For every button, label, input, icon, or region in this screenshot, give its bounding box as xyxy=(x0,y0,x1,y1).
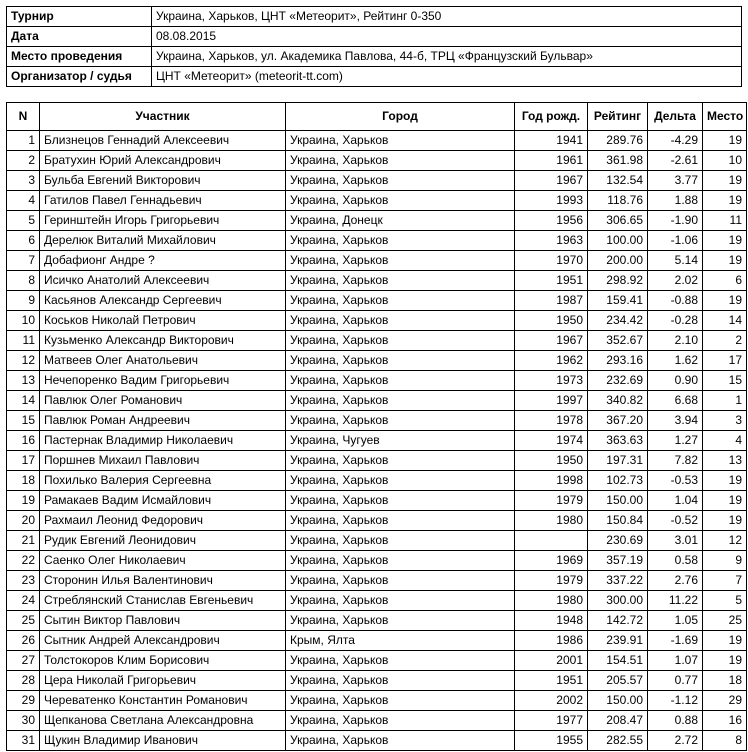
cell-rating: 142.72 xyxy=(588,611,648,631)
cell-delta: -1.06 xyxy=(648,231,703,251)
cell-city: Украина, Харьков xyxy=(286,531,515,551)
cell-rating: 100.00 xyxy=(588,231,648,251)
cell-participant: Поршнев Михаил Павлович xyxy=(40,451,286,471)
table-row xyxy=(7,371,747,391)
cell-rating: 367.20 xyxy=(588,411,648,431)
cell-birth-year: 1974 xyxy=(515,431,588,451)
cell-participant: Сторонин Илья Валентинович xyxy=(40,571,286,591)
cell-delta: 0.88 xyxy=(648,711,703,731)
cell-delta: 2.76 xyxy=(648,571,703,591)
cell-birth-year: 1978 xyxy=(515,411,588,431)
cell-place: 19 xyxy=(703,251,747,271)
cell-participant: Толстокоров Клим Борисович xyxy=(40,651,286,671)
cell-city: Украина, Харьков xyxy=(286,511,515,531)
cell-city: Украина, Харьков xyxy=(286,191,515,211)
column-header-participant: Участник xyxy=(40,103,286,131)
cell-delta: -2.61 xyxy=(648,151,703,171)
cell-delta: -1.69 xyxy=(648,631,703,651)
cell-delta: 3.77 xyxy=(648,171,703,191)
cell-number: 8 xyxy=(7,271,40,291)
cell-rating: 150.84 xyxy=(588,511,648,531)
table-row xyxy=(7,571,747,591)
cell-participant: Пастернак Владимир Николаевич xyxy=(40,431,286,451)
cell-birth-year: 1980 xyxy=(515,591,588,611)
cell-place: 2 xyxy=(703,331,747,351)
cell-city: Украина, Харьков xyxy=(286,571,515,591)
cell-birth-year: 1969 xyxy=(515,551,588,571)
table-row xyxy=(7,611,747,631)
cell-participant: Геринштейн Игорь Григорьевич xyxy=(40,211,286,231)
cell-birth-year: 1970 xyxy=(515,251,588,271)
cell-participant: Добафионг Андре ? xyxy=(40,251,286,271)
table-row xyxy=(7,391,747,411)
cell-city: Украина, Харьков xyxy=(286,171,515,191)
table-row xyxy=(7,311,747,331)
cell-birth-year: 1963 xyxy=(515,231,588,251)
cell-place: 19 xyxy=(703,131,747,151)
info-label: Место проведения xyxy=(7,47,152,67)
cell-participant: Бульба Евгений Викторович xyxy=(40,171,286,191)
cell-place: 4 xyxy=(703,431,747,451)
cell-rating: 230.69 xyxy=(588,531,648,551)
cell-number: 4 xyxy=(7,191,40,211)
cell-birth-year: 1979 xyxy=(515,571,588,591)
cell-number: 7 xyxy=(7,251,40,271)
cell-birth-year: 1998 xyxy=(515,471,588,491)
cell-rating: 337.22 xyxy=(588,571,648,591)
results-header-row xyxy=(7,103,747,131)
cell-birth-year: 2001 xyxy=(515,651,588,671)
cell-participant: Цера Николай Григорьевич xyxy=(40,671,286,691)
table-row xyxy=(7,251,747,271)
cell-birth-year: 1950 xyxy=(515,311,588,331)
cell-rating: 159.41 xyxy=(588,291,648,311)
cell-place: 19 xyxy=(703,631,747,651)
cell-place: 18 xyxy=(703,671,747,691)
cell-delta: -0.28 xyxy=(648,311,703,331)
cell-city: Украина, Харьков xyxy=(286,331,515,351)
cell-delta: 1.07 xyxy=(648,651,703,671)
info-row-tournament xyxy=(7,7,742,27)
cell-place: 19 xyxy=(703,471,747,491)
cell-participant: Стреблянский Станислав Евгеньевич xyxy=(40,591,286,611)
cell-delta: 5.14 xyxy=(648,251,703,271)
cell-city: Украина, Донецк xyxy=(286,211,515,231)
table-row xyxy=(7,711,747,731)
cell-rating: 357.19 xyxy=(588,551,648,571)
cell-place: 19 xyxy=(703,511,747,531)
cell-place: 12 xyxy=(703,531,747,551)
cell-delta: -0.52 xyxy=(648,511,703,531)
cell-place: 14 xyxy=(703,311,747,331)
cell-rating: 150.00 xyxy=(588,691,648,711)
info-row-date xyxy=(7,27,742,47)
cell-participant: Касьянов Александр Сергеевич xyxy=(40,291,286,311)
info-row-organizer xyxy=(7,67,742,87)
cell-rating: 340.82 xyxy=(588,391,648,411)
results-table xyxy=(6,102,747,751)
table-row xyxy=(7,151,747,171)
cell-number: 17 xyxy=(7,451,40,471)
cell-delta: 7.82 xyxy=(648,451,703,471)
table-row xyxy=(7,171,747,191)
cell-participant: Рамакаев Вадим Исмайлович xyxy=(40,491,286,511)
cell-number: 15 xyxy=(7,411,40,431)
cell-city: Украина, Харьков xyxy=(286,131,515,151)
cell-place: 19 xyxy=(703,651,747,671)
cell-delta: -4.29 xyxy=(648,131,703,151)
cell-birth-year: 1967 xyxy=(515,331,588,351)
cell-participant: Павлюк Роман Андреевич xyxy=(40,411,286,431)
cell-rating: 154.51 xyxy=(588,651,648,671)
cell-delta: 2.10 xyxy=(648,331,703,351)
cell-city: Украина, Харьков xyxy=(286,151,515,171)
cell-place: 29 xyxy=(703,691,747,711)
table-row xyxy=(7,631,747,651)
results-body xyxy=(7,131,747,751)
cell-rating: 205.57 xyxy=(588,671,648,691)
cell-birth-year: 1941 xyxy=(515,131,588,151)
cell-number: 5 xyxy=(7,211,40,231)
cell-number: 13 xyxy=(7,371,40,391)
cell-city: Украина, Харьков xyxy=(286,691,515,711)
cell-participant: Кузьменко Александр Викторович xyxy=(40,331,286,351)
cell-city: Украина, Харьков xyxy=(286,731,515,751)
info-value: ЦНТ «Метеорит» (meteorit-tt.com) xyxy=(152,67,742,87)
cell-delta: -1.12 xyxy=(648,691,703,711)
cell-place: 5 xyxy=(703,591,747,611)
cell-delta: 2.72 xyxy=(648,731,703,751)
cell-delta: 3.94 xyxy=(648,411,703,431)
cell-city: Украина, Харьков xyxy=(286,251,515,271)
cell-birth-year: 1977 xyxy=(515,711,588,731)
cell-city: Украина, Харьков xyxy=(286,651,515,671)
cell-place: 17 xyxy=(703,351,747,371)
cell-number: 3 xyxy=(7,171,40,191)
cell-participant: Коськов Николай Петрович xyxy=(40,311,286,331)
cell-birth-year: 1956 xyxy=(515,211,588,231)
cell-rating: 132.54 xyxy=(588,171,648,191)
cell-number: 10 xyxy=(7,311,40,331)
cell-participant: Череватенко Константин Романович xyxy=(40,691,286,711)
cell-birth-year xyxy=(515,531,588,551)
cell-participant: Сытин Виктор Павлович xyxy=(40,611,286,631)
cell-rating: 300.00 xyxy=(588,591,648,611)
table-row xyxy=(7,591,747,611)
cell-rating: 234.42 xyxy=(588,311,648,331)
cell-place: 8 xyxy=(703,731,747,751)
cell-city: Украина, Харьков xyxy=(286,711,515,731)
cell-rating: 352.67 xyxy=(588,331,648,351)
cell-city: Украина, Харьков xyxy=(286,471,515,491)
cell-city: Украина, Харьков xyxy=(286,411,515,431)
cell-place: 19 xyxy=(703,231,747,251)
cell-birth-year: 1973 xyxy=(515,371,588,391)
cell-city: Украина, Харьков xyxy=(286,391,515,411)
cell-participant: Исичко Анатолий Алексеевич xyxy=(40,271,286,291)
cell-participant: Щукин Владимир Иванович xyxy=(40,731,286,751)
cell-delta: 0.90 xyxy=(648,371,703,391)
cell-city: Украина, Харьков xyxy=(286,231,515,251)
table-row xyxy=(7,191,747,211)
cell-participant: Гатилов Павел Геннадьевич xyxy=(40,191,286,211)
cell-participant: Дерелюк Виталий Михайлович xyxy=(40,231,286,251)
column-header-rating: Рейтинг xyxy=(588,103,648,131)
cell-birth-year: 1987 xyxy=(515,291,588,311)
column-header-place: Место xyxy=(703,103,747,131)
cell-place: 25 xyxy=(703,611,747,631)
cell-participant: Братухин Юрий Александрович xyxy=(40,151,286,171)
cell-delta: -1.90 xyxy=(648,211,703,231)
cell-city: Украина, Харьков xyxy=(286,451,515,471)
column-header-delta: Дельта xyxy=(648,103,703,131)
table-row xyxy=(7,731,747,751)
cell-number: 31 xyxy=(7,731,40,751)
cell-birth-year: 1948 xyxy=(515,611,588,631)
cell-delta: 6.68 xyxy=(648,391,703,411)
table-row xyxy=(7,351,747,371)
table-row xyxy=(7,511,747,531)
cell-number: 25 xyxy=(7,611,40,631)
cell-number: 16 xyxy=(7,431,40,451)
cell-city: Крым, Ялта xyxy=(286,631,515,651)
info-label: Турнир xyxy=(7,7,152,27)
cell-delta: 1.27 xyxy=(648,431,703,451)
info-label: Дата xyxy=(7,27,152,47)
cell-number: 6 xyxy=(7,231,40,251)
cell-delta: 1.05 xyxy=(648,611,703,631)
cell-birth-year: 1993 xyxy=(515,191,588,211)
cell-number: 18 xyxy=(7,471,40,491)
cell-participant: Павлюк Олег Романович xyxy=(40,391,286,411)
cell-rating: 150.00 xyxy=(588,491,648,511)
cell-city: Украина, Харьков xyxy=(286,311,515,331)
cell-city: Украина, Харьков xyxy=(286,291,515,311)
cell-rating: 289.76 xyxy=(588,131,648,151)
cell-rating: 200.00 xyxy=(588,251,648,271)
cell-number: 24 xyxy=(7,591,40,611)
cell-delta: -0.53 xyxy=(648,471,703,491)
table-row xyxy=(7,291,747,311)
cell-rating: 239.91 xyxy=(588,631,648,651)
cell-place: 1 xyxy=(703,391,747,411)
cell-participant: Похилько Валерия Сергеевна xyxy=(40,471,286,491)
cell-participant: Рахмаил Леонид Федорович xyxy=(40,511,286,531)
cell-birth-year: 1951 xyxy=(515,671,588,691)
cell-city: Украина, Харьков xyxy=(286,591,515,611)
cell-number: 21 xyxy=(7,531,40,551)
cell-place: 15 xyxy=(703,371,747,391)
cell-delta: 2.02 xyxy=(648,271,703,291)
cell-delta: -0.88 xyxy=(648,291,703,311)
cell-birth-year: 1961 xyxy=(515,151,588,171)
cell-rating: 102.73 xyxy=(588,471,648,491)
tournament-info-table xyxy=(6,6,742,87)
cell-rating: 293.16 xyxy=(588,351,648,371)
cell-birth-year: 1951 xyxy=(515,271,588,291)
cell-number: 14 xyxy=(7,391,40,411)
table-row xyxy=(7,491,747,511)
info-value: Украина, Харьков, ЦНТ «Метеорит», Рейтинг 0-350 xyxy=(152,7,742,27)
cell-number: 11 xyxy=(7,331,40,351)
cell-delta: 1.04 xyxy=(648,491,703,511)
cell-delta: 0.77 xyxy=(648,671,703,691)
cell-rating: 306.65 xyxy=(588,211,648,231)
table-row xyxy=(7,471,747,491)
cell-place: 19 xyxy=(703,191,747,211)
table-row xyxy=(7,431,747,451)
cell-birth-year: 1962 xyxy=(515,351,588,371)
cell-city: Украина, Чугуев xyxy=(286,431,515,451)
cell-place: 3 xyxy=(703,411,747,431)
cell-birth-year: 1979 xyxy=(515,491,588,511)
cell-participant: Щепканова Светлана Александровна xyxy=(40,711,286,731)
table-row xyxy=(7,451,747,471)
info-value: 08.08.2015 xyxy=(152,27,742,47)
table-row xyxy=(7,691,747,711)
cell-birth-year: 1980 xyxy=(515,511,588,531)
cell-city: Украина, Харьков xyxy=(286,271,515,291)
cell-place: 19 xyxy=(703,291,747,311)
cell-number: 1 xyxy=(7,131,40,151)
cell-rating: 232.69 xyxy=(588,371,648,391)
cell-delta: 11.22 xyxy=(648,591,703,611)
cell-place: 11 xyxy=(703,211,747,231)
cell-participant: Рудик Евгений Леонидович xyxy=(40,531,286,551)
table-row xyxy=(7,211,747,231)
table-row xyxy=(7,671,747,691)
cell-rating: 208.47 xyxy=(588,711,648,731)
cell-rating: 298.92 xyxy=(588,271,648,291)
table-row xyxy=(7,271,747,291)
cell-place: 9 xyxy=(703,551,747,571)
cell-city: Украина, Харьков xyxy=(286,551,515,571)
cell-birth-year: 1997 xyxy=(515,391,588,411)
cell-delta: 0.58 xyxy=(648,551,703,571)
cell-place: 7 xyxy=(703,571,747,591)
cell-participant: Матвеев Олег Анатольевич xyxy=(40,351,286,371)
cell-city: Украина, Харьков xyxy=(286,611,515,631)
cell-delta: 1.88 xyxy=(648,191,703,211)
cell-place: 19 xyxy=(703,171,747,191)
cell-rating: 118.76 xyxy=(588,191,648,211)
cell-number: 22 xyxy=(7,551,40,571)
column-header-birth-year: Год рожд. xyxy=(515,103,588,131)
info-value: Украина, Харьков, ул. Академика Павлова, 44-б, ТРЦ «Французский Бульвар» xyxy=(152,47,742,67)
cell-city: Украина, Харьков xyxy=(286,491,515,511)
table-row xyxy=(7,551,747,571)
cell-delta: 3.01 xyxy=(648,531,703,551)
cell-place: 16 xyxy=(703,711,747,731)
column-header-number: N xyxy=(7,103,40,131)
cell-number: 20 xyxy=(7,511,40,531)
cell-birth-year: 2002 xyxy=(515,691,588,711)
cell-city: Украина, Харьков xyxy=(286,671,515,691)
cell-city: Украина, Харьков xyxy=(286,351,515,371)
cell-number: 19 xyxy=(7,491,40,511)
cell-participant: Саенко Олег Николаевич xyxy=(40,551,286,571)
table-row xyxy=(7,331,747,351)
cell-rating: 363.63 xyxy=(588,431,648,451)
cell-rating: 197.31 xyxy=(588,451,648,471)
cell-number: 26 xyxy=(7,631,40,651)
cell-number: 23 xyxy=(7,571,40,591)
cell-number: 29 xyxy=(7,691,40,711)
cell-place: 13 xyxy=(703,451,747,471)
cell-birth-year: 1967 xyxy=(515,171,588,191)
cell-birth-year: 1955 xyxy=(515,731,588,751)
table-row xyxy=(7,531,747,551)
cell-place: 6 xyxy=(703,271,747,291)
cell-number: 30 xyxy=(7,711,40,731)
cell-participant: Сытник Андрей Александрович xyxy=(40,631,286,651)
cell-number: 9 xyxy=(7,291,40,311)
cell-participant: Нечепоренко Вадим Григорьевич xyxy=(40,371,286,391)
column-header-city: Город xyxy=(286,103,515,131)
cell-birth-year: 1986 xyxy=(515,631,588,651)
cell-birth-year: 1950 xyxy=(515,451,588,471)
info-row-venue xyxy=(7,47,742,67)
cell-rating: 361.98 xyxy=(588,151,648,171)
cell-rating: 282.55 xyxy=(588,731,648,751)
table-row xyxy=(7,411,747,431)
cell-number: 27 xyxy=(7,651,40,671)
cell-city: Украина, Харьков xyxy=(286,371,515,391)
info-label: Организатор / судья xyxy=(7,67,152,87)
cell-place: 10 xyxy=(703,151,747,171)
cell-number: 28 xyxy=(7,671,40,691)
table-row xyxy=(7,231,747,251)
cell-number: 2 xyxy=(7,151,40,171)
cell-number: 12 xyxy=(7,351,40,371)
cell-participant: Близнецов Геннадий Алексеевич xyxy=(40,131,286,151)
table-row xyxy=(7,131,747,151)
table-row xyxy=(7,651,747,671)
cell-place: 19 xyxy=(703,491,747,511)
cell-delta: 1.62 xyxy=(648,351,703,371)
